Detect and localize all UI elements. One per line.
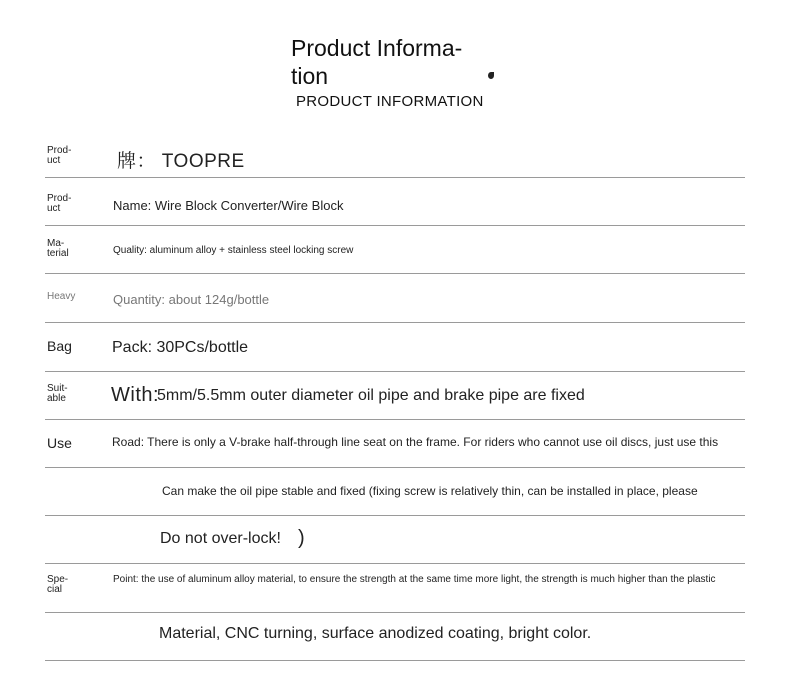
row-label: Heavy [47,291,76,302]
table-row-use-warning [45,516,745,564]
table-row-brand [45,130,745,178]
table-row-use-continued [45,468,745,516]
table-row-material [45,226,745,274]
page-title: Product Informa- tion [291,35,463,89]
table-row-special [45,564,745,613]
row-label: Bag [47,338,72,354]
row-value: Name: Wire Block Converter/Wire Block [113,198,344,213]
row-label: Ma- terial [47,238,69,259]
row-value: Quantity: about 124g/bottle [113,292,270,307]
row-value: Do not over-lock! [160,530,281,547]
row-value-suffix: ) [298,527,305,549]
row-value: Material, CNC turning, surface anodized coating, bright color. [159,625,592,642]
product-info-table [45,130,745,661]
row-label: Use [47,435,72,451]
row-label: Prod- uct [47,193,72,214]
row-value: Quality: aluminum alloy + stainless steel locking screw [113,245,354,256]
decorative-dot [488,72,494,79]
table-row-suitable [45,372,745,420]
row-value: Road: There is only a V-brake half-through line seat on the frame. For riders who cannot use oil discs, just use this [112,435,719,449]
row-label: Prod- uct [47,145,72,166]
table-row-pack [45,323,745,372]
table-row-name [45,178,745,226]
row-value-prefix: With: [111,384,160,406]
row-value: Pack: 30PCs/bottle [112,339,249,356]
row-value: 牌： TOOPRE [117,151,245,172]
row-label: Suit- able [47,383,68,404]
row-value: Can make the oil pipe stable and fixed (fixing screw is relatively thin, can be installed in place, please [162,484,698,498]
table-row-use [45,420,745,468]
table-row-weight [45,274,745,323]
page-subtitle: PRODUCT INFORMATION [296,93,484,110]
row-label: Spe- cial [47,574,69,595]
table-row-special-continued [45,613,745,661]
row-value: 5mm/5.5mm outer diameter oil pipe and brake pipe are fixed [157,387,585,404]
row-value: Point: the use of aluminum alloy material, to ensure the strength at the same time more light, the strength is much higher than the plastic [113,574,716,585]
